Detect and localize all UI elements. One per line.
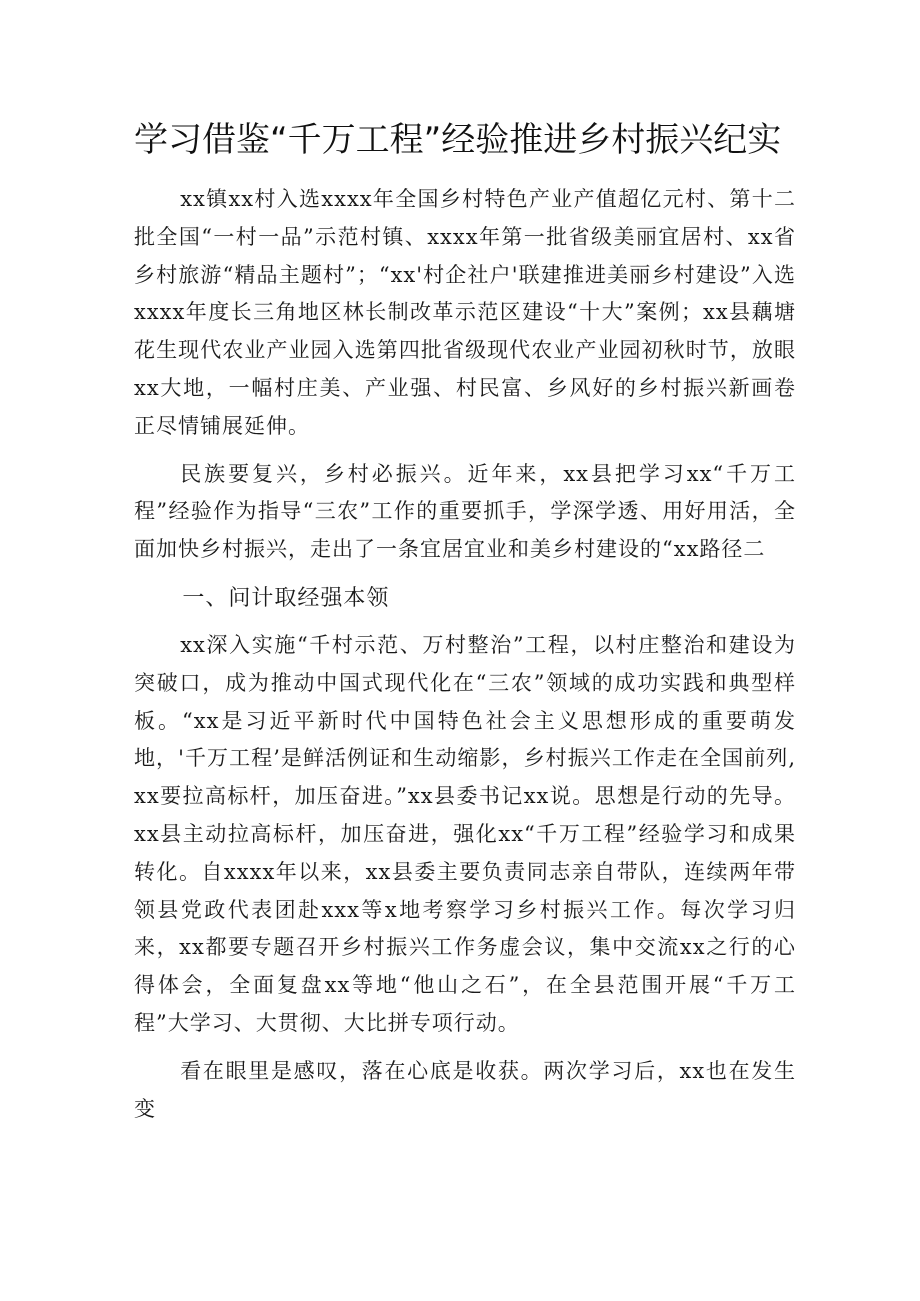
document-title: 学习借鉴“千万工程”经验推进乡村振兴纪实 [134, 120, 782, 160]
section1-paragraph-1: xx深入实施“千村示范、万村整治”工程，以村庄整治和建设为突破口，成为推动中国式现代化在“三农”领域的成功实践和典型样板。“xx是习近平新时代中国特色社会主义思想形成的重要萌发地，'千万工程’是鲜活例证和生动缩影，乡村振兴工作走在全国前列,xx要拉高标杆，加压奋进。”xx县委书记xx说。思想是行动的先导。xx县主动拉高标杆，加压奋进，强化xx“千万工程”经验学习和成果转化。自xxxx年以来，xx县委主要负责同志亲自带队，连续两年带领县党政代表团赴xxx等x地考察学习乡村振兴工作。每次学习归来，xx都要专题召开乡村振兴工作务虚会议，集中交流xx之行的心得体会，全面复盘xx等地“他山之石”，在全县范围开展“千万工程”大学习、大贯彻、大比拼专项行动。 [134, 632, 796, 1035]
section-heading-1: 一、问计取经强本领 [182, 585, 390, 611]
intro-paragraph-2: 民族要复兴，乡村必振兴。近年来，xx县把学习xx“千万工程”经验作为指导“三农”工作的重要抓手，学深学透、用好用活，全面加快乡村振兴，走出了一条宜居宜业和美乡村建设的“xx路径二 [134, 461, 796, 562]
section1-paragraph-2: 看在眼里是感叹，落在心底是收获。两次学习后，xx也在发生变 [134, 1058, 796, 1121]
document-body [134, 181, 796, 1128]
intro-paragraph-1: xx镇xx村入选xxxx年全国乡村特色产业产值超亿元村、第十二批全国“一村一品”示范村镇、xxxx年第一批省级美丽宜居村、xx省乡村旅游“精品主题村”；“xx'村企社户'联建推进美丽乡村建设”入选xxxx年度长三角地区林长制改革示范区建设“十大”案例；xx县藕塘花生现代农业产业园入选第四批省级现代农业产业园初秋时节，放眼xx大地，一幅村庄美、产业强、村民富、乡风好的乡村振兴新画卷正尽情铺展延伸。 [134, 187, 796, 438]
